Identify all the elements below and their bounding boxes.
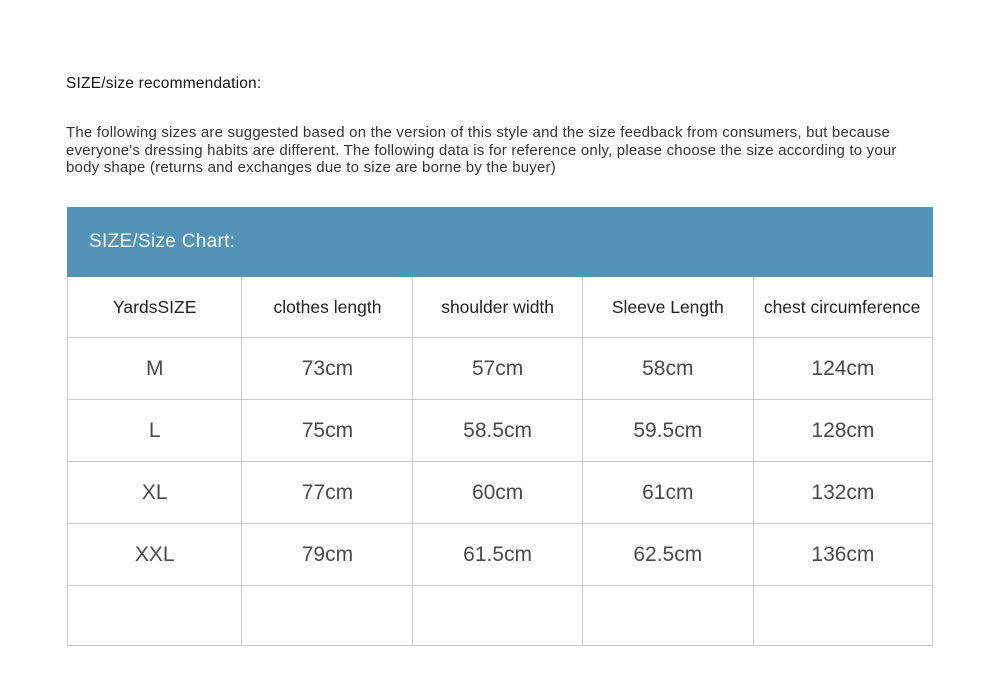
chest-circumference-cell: 132cm: [753, 462, 932, 524]
shoulder-width-cell: [413, 586, 582, 646]
size-cell: XXL: [68, 524, 242, 586]
shoulder-width-cell: 57cm: [413, 338, 582, 400]
clothes-length-cell: 79cm: [242, 524, 413, 586]
column-header-chest-circumference: chest circumference: [753, 277, 932, 338]
shoulder-width-cell: 61.5cm: [413, 524, 582, 586]
sleeve-length-cell: 58cm: [582, 338, 753, 400]
shoulder-width-cell: 60cm: [413, 462, 582, 524]
table-row-empty: [68, 586, 933, 646]
column-header-size: YardsSIZE: [68, 277, 242, 338]
size-cell: XL: [68, 462, 242, 524]
size-chart-table: [67, 277, 933, 646]
clothes-length-cell: 73cm: [242, 338, 413, 400]
sleeve-length-cell: 62.5cm: [582, 524, 753, 586]
size-recommendation-text: The following sizes are suggested based on the version of this style and the size feedback from consumers, but because everyone's dressing habits are different. The following data is for reference only, please choose the size according to your body shape (returns and exchanges due to size are borne by the buyer): [66, 124, 897, 176]
chest-circumference-cell: [753, 586, 932, 646]
chest-circumference-cell: 136cm: [753, 524, 932, 586]
shoulder-width-cell: 58.5cm: [413, 400, 582, 462]
clothes-length-cell: [242, 586, 413, 646]
table-row-xl: [68, 462, 933, 524]
chest-circumference-cell: 128cm: [753, 400, 932, 462]
table-row-xxl: [68, 524, 933, 586]
clothes-length-cell: 75cm: [242, 400, 413, 462]
size-chart-title: SIZE/Size Chart:: [89, 231, 236, 252]
sleeve-length-cell: 59.5cm: [582, 400, 753, 462]
table-header-row: [68, 277, 933, 338]
table-row-l: [68, 400, 933, 462]
clothes-length-cell: 77cm: [242, 462, 413, 524]
column-header-sleeve-length: Sleeve Length: [582, 277, 753, 338]
sleeve-length-cell: 61cm: [582, 462, 753, 524]
column-header-shoulder-width: shoulder width: [413, 277, 582, 338]
size-cell: L: [68, 400, 242, 462]
page-title: SIZE/size recommendation:: [66, 75, 262, 92]
column-header-clothes-length: clothes length: [242, 277, 413, 338]
chest-circumference-cell: 124cm: [753, 338, 932, 400]
table-row-m: [68, 338, 933, 400]
size-cell: [68, 586, 242, 646]
size-chart-header-bar: [67, 207, 933, 277]
sleeve-length-cell: [582, 586, 753, 646]
size-cell: M: [68, 338, 242, 400]
